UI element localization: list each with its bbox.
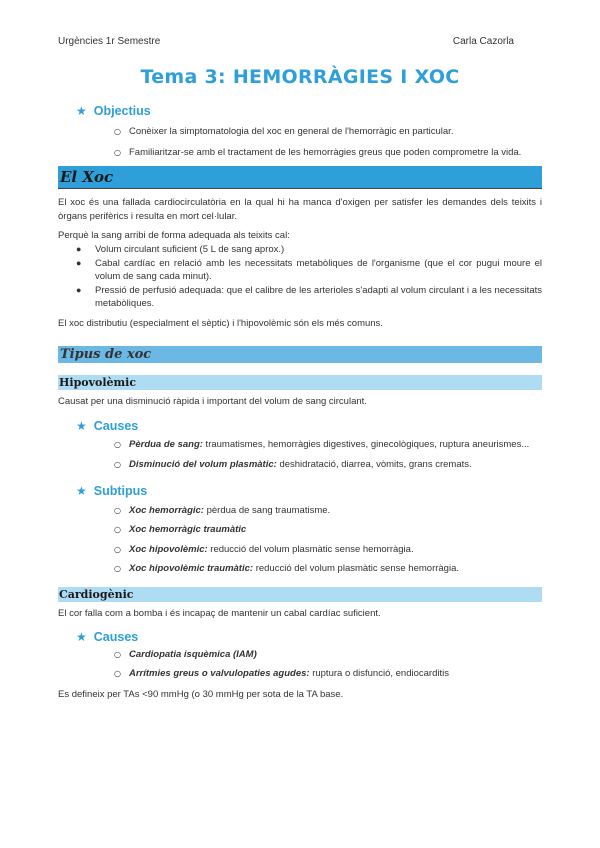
xoc-intro: Perquè la sang arribi de forma adequada als teixits cal: bbox=[58, 230, 290, 241]
objectius-list bbox=[58, 125, 542, 160]
list-item-text: Volum circulant suficient (5 L de sang aprox.) bbox=[95, 244, 285, 255]
section-heading-el-xoc: El Xoc bbox=[58, 166, 542, 189]
term-desc: traumatismes, hemorràgies digestives, ginecològiques, ruptura aneurismes... bbox=[202, 438, 530, 450]
list-item-text: Conèixer la simptomatologia del xoc en general de l'hemorràgic en particular. bbox=[129, 126, 454, 137]
dot-bullet-icon: ● bbox=[76, 284, 82, 295]
list-item bbox=[58, 523, 542, 538]
circle-bullet-icon: ○ bbox=[114, 525, 121, 534]
star-icon: ★ bbox=[76, 629, 87, 644]
list-item-text: Cabal cardíac en relació amb les necessitats metabòliques de l'organisme (que el cor pugui moure el volum de sang cada minut). bbox=[95, 257, 542, 282]
page-header bbox=[58, 36, 542, 50]
dot-bullet-icon: ● bbox=[76, 244, 82, 254]
cardiogenic-text: El cor falla com a bomba i és incapaç de mantenir un cabal cardíac suficient. bbox=[58, 607, 381, 619]
list-item bbox=[58, 648, 542, 663]
circle-bullet-icon: ○ bbox=[114, 127, 121, 136]
dot-bullet-icon: ● bbox=[76, 257, 82, 268]
objectius-label: Objectius bbox=[93, 104, 151, 118]
cardiogenic-causes-heading bbox=[76, 630, 542, 644]
circle-bullet-icon: ○ bbox=[114, 147, 121, 157]
page-title: Tema 3: HEMORRÀGIES I XOC bbox=[140, 66, 460, 88]
list-item-text: Pressió de perfusió adequada: que el calibre de les arterioles s'adapti al volum circulant i a les necessitats metabòliques. bbox=[95, 284, 542, 309]
term-desc: ruptura o disfunció, endiocarditis bbox=[309, 668, 449, 679]
circle-bullet-icon: ○ bbox=[114, 439, 121, 449]
cardiogenic-causes-list bbox=[58, 648, 542, 682]
circle-bullet-icon: ○ bbox=[114, 505, 121, 515]
list-item bbox=[58, 458, 542, 473]
list-item bbox=[58, 125, 542, 140]
causes-label: Causes bbox=[93, 629, 139, 644]
document-page bbox=[58, 36, 542, 702]
term-label: Xoc hemorràgic: bbox=[129, 504, 204, 516]
star-icon: ★ bbox=[76, 418, 87, 433]
term-desc: pèrdua de sang traumatisme. bbox=[203, 504, 331, 516]
cardiogenic-note: Es defineix per TAs <90 mmHg (o 30 mmHg per sota de la TA base. bbox=[58, 688, 344, 700]
term-label: Xoc hipovolèmic traumàtic: bbox=[129, 563, 254, 574]
subsection-heading-cardiogenic: Cardiogènic bbox=[58, 587, 542, 602]
course-name: Urgències 1r Semestre bbox=[58, 36, 161, 47]
causes-heading bbox=[76, 419, 542, 433]
term-label: Xoc hemorràgic traumàtic bbox=[129, 524, 247, 535]
section-heading-tipus: Tipus de xoc bbox=[58, 346, 542, 363]
xoc-conditions-list bbox=[58, 243, 542, 311]
term-label: Cardiopatia isquèmica (IAM) bbox=[129, 648, 257, 660]
list-item bbox=[58, 284, 542, 311]
subtipus-list bbox=[58, 504, 542, 577]
circle-bullet-icon: ○ bbox=[114, 544, 121, 554]
list-item bbox=[58, 504, 542, 519]
subtipus-heading bbox=[76, 484, 542, 498]
xoc-note: El xoc distributiu (especialment el sèptic) i l'hipovolèmic són els més comuns. bbox=[58, 317, 383, 329]
objectius-heading bbox=[76, 104, 542, 118]
circle-bullet-icon: ○ bbox=[114, 669, 121, 678]
list-item bbox=[58, 146, 542, 161]
list-item bbox=[58, 543, 542, 558]
subtipus-label: Subtipus bbox=[93, 483, 148, 498]
list-item bbox=[58, 438, 542, 453]
hipovolemic-text: Causat per una disminució ràpida i important del volum de sang circulant. bbox=[58, 395, 367, 407]
term-label: Arrítmies greus o valvulopaties agudes: bbox=[129, 668, 310, 679]
subsection-heading-hipovolemic: Hipovolèmic bbox=[58, 375, 542, 390]
term-label: Pèrdua de sang: bbox=[129, 438, 203, 450]
xoc-definition: El xoc és una fallada cardiocirculatòria en la qual hi ha manca d'oxigen per satisfer les demandes dels teixits i òrgans perifèrics i resulta en mort cel·lular. bbox=[58, 197, 542, 222]
list-item bbox=[58, 562, 542, 577]
author-name: Carla Cazorla bbox=[452, 36, 514, 47]
star-icon: ★ bbox=[76, 104, 87, 118]
hipovolemic-causes-list bbox=[58, 438, 542, 473]
circle-bullet-icon: ○ bbox=[114, 460, 121, 469]
term-desc: reducció del volum plasmàtic sense hemorràgia. bbox=[207, 543, 414, 555]
list-item bbox=[58, 243, 542, 257]
list-item bbox=[58, 667, 542, 682]
term-label: Disminució del volum plasmàtic: bbox=[129, 459, 277, 470]
circle-bullet-icon: ○ bbox=[114, 649, 121, 659]
star-icon: ★ bbox=[76, 483, 87, 498]
term-label: Xoc hipovolèmic: bbox=[129, 543, 208, 555]
term-desc: reducció del volum plasmàtic sense hemorràgia. bbox=[253, 563, 459, 574]
causes-label: Causes bbox=[93, 418, 139, 433]
term-desc: deshidratació, diarrea, vòmits, grans cremats. bbox=[276, 459, 472, 470]
circle-bullet-icon: ○ bbox=[114, 564, 121, 573]
list-item bbox=[58, 257, 542, 284]
list-item-text: Familiaritzar-se amb el tractament de les hemorràgies greus que poden comprometre la vida. bbox=[129, 146, 522, 158]
